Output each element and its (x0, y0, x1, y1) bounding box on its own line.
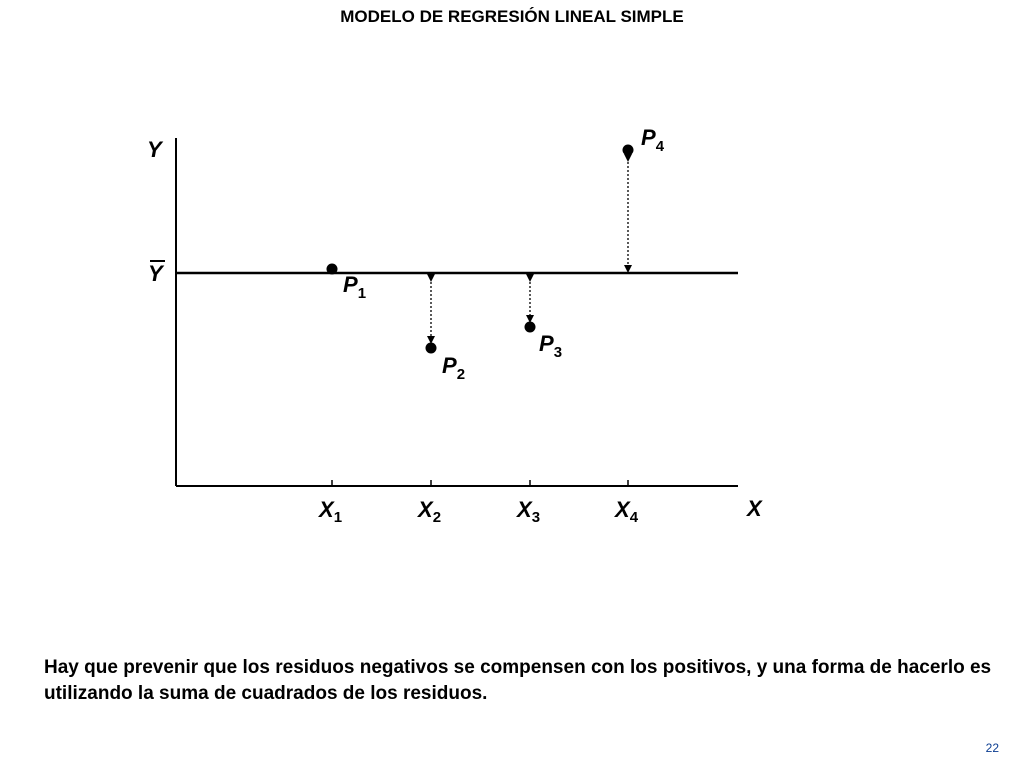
point-label-base: P (442, 353, 457, 378)
data-point-3 (525, 322, 536, 333)
data-point-1 (327, 264, 338, 275)
x-tick-label-1 (317, 497, 342, 526)
slide-title: MODELO DE REGRESIÓN LINEAL SIMPLE (340, 7, 684, 26)
x-tick-label-sub: 2 (432, 509, 442, 526)
x-axis-label: X (747, 496, 762, 521)
point-label-4 (641, 125, 665, 155)
x-tick-label-sub: 1 (333, 509, 343, 526)
point-label-2 (442, 353, 465, 383)
x-tick-label-sub: 4 (629, 509, 639, 526)
x-tick-label-2 (416, 497, 441, 526)
x-tick-label-base: X (418, 497, 433, 522)
x-tick-label-4 (613, 497, 639, 526)
y-axis-label: Y (147, 137, 162, 162)
point-label-sub: 3 (553, 344, 563, 361)
point-label-base: P (343, 272, 358, 297)
x-tick-label-3 (515, 497, 540, 526)
mean-label (148, 261, 165, 286)
caption: Hay que prevenir que los residuos negativos se compensen con los positivos, y una forma de hacerlo es utilizando la suma de cuadrados de los residuos. (44, 657, 992, 704)
point-label-3 (539, 331, 562, 361)
mean-label-text: Y (148, 261, 163, 286)
point-label-sub: 2 (456, 366, 466, 383)
page-number: 22 (985, 741, 999, 755)
data-point-4 (623, 145, 634, 156)
point-label-sub: 1 (357, 285, 367, 302)
x-tick-label-base: X (615, 497, 630, 522)
x-tick-label-base: X (517, 497, 532, 522)
x-tick-label-base: X (319, 497, 334, 522)
data-point-2 (426, 343, 437, 354)
point-label-sub: 4 (655, 138, 665, 155)
x-tick-label-sub: 3 (531, 509, 541, 526)
point-label-1 (343, 272, 366, 302)
point-label-base: P (641, 125, 656, 150)
point-label-base: P (539, 331, 554, 356)
